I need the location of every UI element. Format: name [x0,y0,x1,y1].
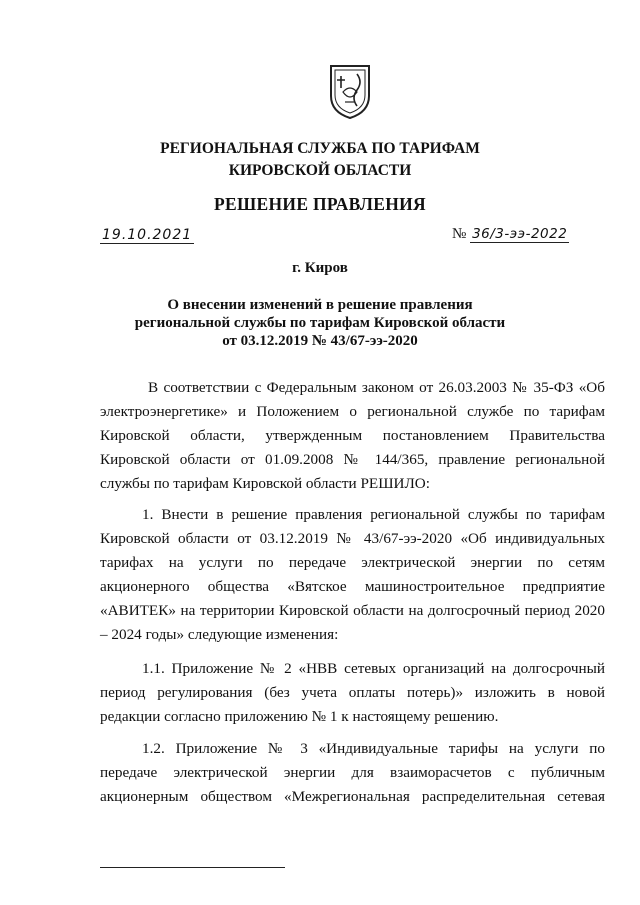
paragraph-item-1-1 [100,657,605,729]
text-line: «АВИТЕК» на территории Кировской области на долгосрочный период 2020 [100,602,605,619]
text-line: передаче электрической энергии для взаиморасчетов с публичным [100,764,605,781]
text-line: 1.2. Приложение № 3 «Индивидуальные тарифы на услуги по [142,740,605,757]
text-line: электроэнергетике» и Положением о региональной службе по тарифам [100,403,605,420]
text-line: Кировской области от 03.12.2019 № 43/67-ээ-2020 «Об индивидуальных [100,530,605,547]
city-name: г. Киров [292,260,348,276]
text-line: акционерного общества «Вятское машиностроительное предприятие [100,578,605,595]
coat-of-arms-icon [327,62,373,120]
text-line: 1. Внести в решение правления региональной службы по тарифам [142,506,605,523]
text-line: В соответствии с Федеральным законом от 26.03.2003 № 35-ФЗ «Об [148,379,605,396]
subject-line: О внесении изменений в решение правления [167,297,473,313]
text-line: Кировской области, утвержденным постановлением Правительства [100,427,605,444]
text-line: – 2024 годы» следующие изменения: [100,626,339,643]
number-value: 36/3-ээ-2022 [472,226,568,242]
text-line: редакции согласно приложению № 1 к настоящему решению. [100,708,499,725]
text-line: период регулирования (без учета оплаты потерь)» изложить в новой [100,684,605,701]
paragraph-item-1-2 [100,737,605,809]
paragraph-item-1 [100,503,605,647]
document-number [452,226,612,248]
document-subject [0,296,640,350]
number-prefix: № [452,226,467,242]
document-date [100,226,220,248]
date-value: 19.10.2021 [102,227,193,243]
text-line: акционерным обществом «Межрегиональная распределительная сетевая [100,788,605,805]
text-line: 1.1. Приложение № 2 «НВВ сетевых организаций на долгосрочный [142,660,605,677]
subject-line: региональной службы по тарифам Кировской области [134,315,506,331]
org-name-line2: КИРОВСКОЙ ОБЛАСТИ [228,162,412,179]
text-line: службы по тарифам Кировской области РЕШИЛО: [100,475,430,492]
org-name-line1: РЕГИОНАЛЬНАЯ СЛУЖБА ПО ТАРИФАМ [160,140,480,157]
footnote-divider [100,867,285,868]
text-line: тарифах на услуги по передаче электрической энергии по сетям [100,554,605,571]
text-line: Кировской области от 01.09.2008 № 144/365, правление региональной [100,451,605,468]
paragraph-preamble [100,376,605,496]
subject-line: от 03.12.2019 № 43/67-ээ-2020 [222,333,418,349]
document-title: РЕШЕНИЕ ПРАВЛЕНИЯ [214,194,426,214]
